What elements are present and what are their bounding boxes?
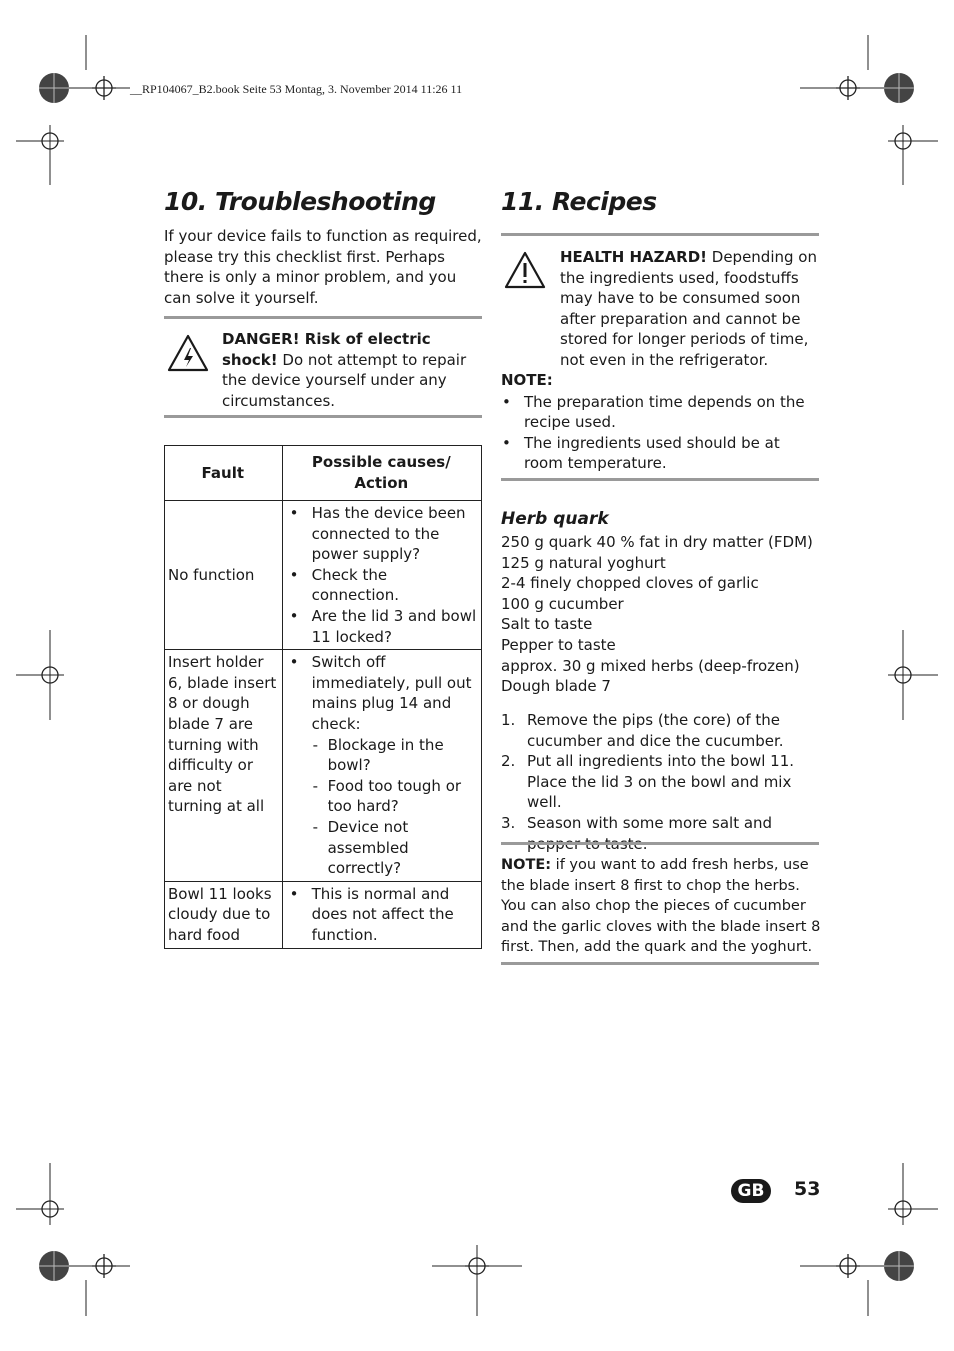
list-item: • The preparation time depends on the recipe used. — [501, 392, 821, 433]
ingredient-item: 125 g natural yoghurt — [501, 553, 666, 572]
step-text: Put all ingredients into the bowl 11. Place the lid 3 on the bowl and mix well. — [527, 752, 795, 812]
step-text: Remove the pips (the core) of the cucumber and dice the cucumber. — [527, 711, 784, 750]
ingredient-list — [501, 532, 821, 697]
ingredient-item: 2-4 finely chopped cloves of garlic — [501, 574, 759, 593]
header-causes: Possible causes/ Action — [282, 446, 481, 501]
ingredient-item: 250 g quark 40 % fat in dry matter (FDM) — [501, 533, 813, 551]
ingredient-item: 100 g cucumber — [501, 594, 624, 613]
divider — [164, 415, 482, 418]
list-item: • Has the device been connected to the power supply? — [289, 503, 477, 565]
electric-warning-body: Do not attempt to repair the device yourself under any circumstances. — [222, 350, 467, 410]
dash-item: - Food too tough or too hard? — [312, 776, 477, 817]
note-block — [501, 370, 821, 474]
list-item: • Are the lid 3 and bowl 11 locked? — [289, 606, 477, 647]
table-row — [165, 881, 482, 948]
divider — [501, 233, 819, 236]
warning-triangle-icon — [503, 250, 547, 290]
ingredient-item: Salt to taste — [501, 615, 593, 634]
table-row — [165, 501, 482, 650]
troubleshooting-title: 10. Troubleshooting — [164, 187, 436, 216]
dash-item: - Device not assembled correctly? — [312, 817, 477, 879]
cause-cell — [282, 650, 481, 882]
step-item — [501, 710, 821, 751]
divider — [501, 478, 819, 481]
language-badge: GB — [731, 1179, 771, 1203]
fault-cell: Insert holder 6, blade insert 8 or dough blade 7 are turning with difficulty or are not turning at all — [165, 650, 283, 882]
table-row — [165, 650, 482, 882]
health-warning-body: Depending on the ingredients used, foodstuffs may have to be consumed soon after preparation and cannot be stored for longer periods of time, not even in the refrigerator. — [560, 248, 817, 369]
dash-item: - Blockage in the bowl? — [312, 735, 477, 776]
divider — [501, 962, 819, 965]
step-item — [501, 813, 821, 854]
recipes-title: 11. Recipes — [501, 187, 657, 216]
list-item-text: Switch off immediately, pull out mains plug 14 and check: — [311, 653, 472, 733]
recipe-title: Herb quark — [501, 509, 609, 529]
fault-cell: Bowl 11 looks cloudy due to hard food — [165, 881, 283, 948]
step-number: 3. — [501, 813, 516, 832]
list-item: • The ingredients used should be at room temperature. — [501, 433, 821, 474]
troubleshooting-table — [164, 445, 482, 949]
cause-cell — [282, 501, 481, 650]
divider — [501, 842, 819, 845]
step-item — [501, 751, 821, 813]
step-list — [501, 710, 821, 854]
header-fault: Fault — [165, 446, 283, 501]
electric-warning-bold: DANGER! Risk of electric shock! — [222, 330, 431, 369]
troubleshooting-intro: If your device fails to function as required, please try this checklist first. Perhaps there is only a minor problem, and you can solve it yourself. — [164, 227, 482, 307]
table-header-row — [165, 446, 482, 501]
ingredient-item: approx. 30 g mixed herbs (deep-frozen) — [501, 656, 800, 675]
final-note-text: if you want to add fresh herbs, use the blade insert 8 first to chop the herbs. You can also chop the pieces of cucumber and the garlic cloves with the blade insert 8 first. Then, add the quark and the yoghurt. — [501, 857, 821, 956]
print-header-line: __RP104067_B2.book Seite 53 Montag, 3. November 2014 11:26 11 — [130, 82, 463, 96]
ingredient-item: Dough blade 7 — [501, 677, 611, 696]
electric-hazard-icon — [166, 333, 210, 373]
list-item: • Check the connection. — [289, 565, 477, 606]
health-warning-text — [560, 247, 820, 371]
fault-cell: No function — [165, 501, 283, 650]
step-number: 2. — [501, 752, 516, 771]
list-item — [289, 652, 477, 879]
list-item: • This is normal and does not affect the function. — [289, 884, 477, 946]
electric-warning-text — [222, 329, 480, 411]
step-number: 1. — [501, 711, 516, 729]
final-note — [501, 855, 821, 958]
step-text: Season with some more salt and pepper to taste. — [527, 813, 773, 853]
note-label: NOTE: — [501, 371, 553, 389]
final-note-label: NOTE: — [501, 857, 552, 873]
divider — [164, 316, 482, 319]
ingredient-item: Pepper to taste — [501, 635, 616, 654]
cause-cell — [282, 881, 481, 948]
health-warning-bold: HEALTH HAZARD! — [560, 248, 707, 266]
page-number: 53 — [794, 1178, 821, 1200]
